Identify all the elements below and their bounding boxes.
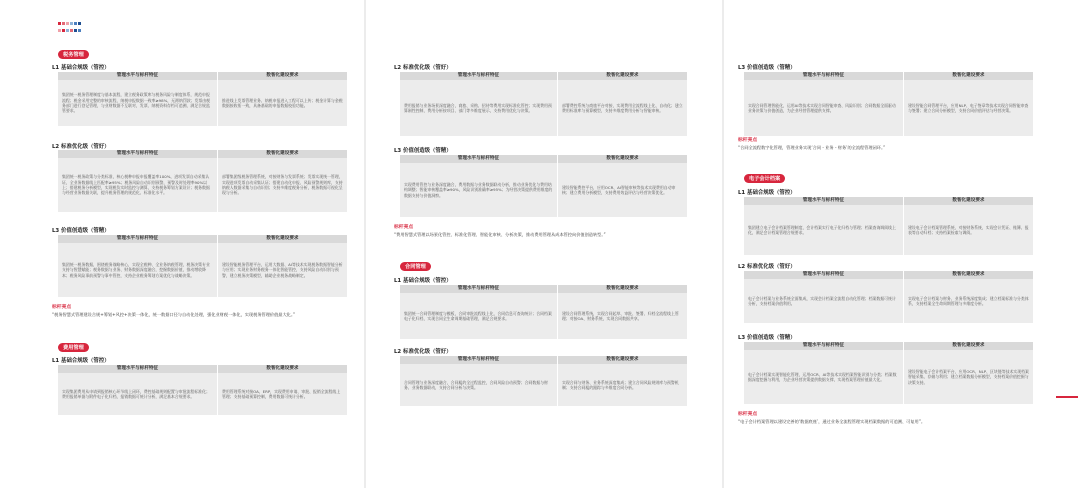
table-cell: 实现集团费用从申请到报销核心环节线上闭环，费控基础规则配置与审批流程标准化；费用报销单据与附件电子化归档，报销数据可统计分析，满足基本合规要求。: [58, 373, 218, 415]
level-title: L1 基础合规级（管控）: [738, 190, 796, 196]
level-title: L1 基础合规级（管控）: [394, 278, 452, 284]
section-badge-contract: 合同管理: [400, 262, 431, 271]
table-contract-l3: [744, 72, 1034, 136]
table-contract-l2: [400, 356, 688, 406]
table-cell: 部署费控系统与商旅平台对接，实现费用全流程线上化、自动化；建立费用标准库与预算模型，支持多维度费用分析与智能审核。: [558, 80, 688, 136]
table-header: 管理水平与标杆特征: [744, 271, 904, 279]
table-cell: 集团建立电子会计档案管理制度，会计档案实行电子化归档与管理；档案查询调阅线上化，满足会计档案管理合规要求。: [744, 205, 904, 255]
table-cell: 费用管理系统对接OA、ERP，实现费用申请、审批、报销全流程线上管理；支持基础预算控制，费用数据可统计分析。: [218, 373, 348, 415]
table-cell: 建设智能合同管理平台，应用NLP、电子签章等技术实现合同智能审查与签署；建立合同分析模型，支持合同价值评估与经营决策。: [904, 80, 1034, 136]
table-header: 数智化建设要求: [904, 342, 1034, 350]
table-cell: 部署集团级税务管理系统，对接财务与发票系统；发票实现统一管理，实现进项发票自动采集认证；搭建自动化申报、风险预警规则库，支持纳税人数据采集与自动识别；支持多维度税务分析，税务数据可视化呈现与分析。: [218, 158, 348, 212]
table-header: 管理水平与标杆特征: [58, 365, 218, 373]
table-header: 数智化建设要求: [558, 356, 688, 364]
level-title: L3 价值创造级（管精）: [52, 228, 110, 234]
section-badge-expense: 费用管理: [58, 343, 89, 352]
table-archive-l2: [744, 271, 1034, 323]
level-title: L3 价值创造级（管精）: [738, 65, 796, 71]
level-title: L1 基础合规级（管控）: [52, 65, 110, 71]
highlight-text: “合同全流程数字化管理，管理业务实现‘合同 - 业务 - 财务’的全流程管理闭环。”: [738, 145, 886, 150]
table-cell: 集团统一税务管理制度与基本流程，建立税务政策库与税务风险与制度体系，规范申报流程；税金采用完整的审核流程，纳税申报数据一致率≥98%，无滞纳罚款；发票由税务部门进行登记管理，与业财数据不互联对，发票、纳税资料存档可追溯，满足合规监管要求。: [58, 80, 218, 126]
table-cell: 集团统一税务政策与分类标准，核心税种申报申报覆盖率100%，进项发票自动采集认证，全业务数据线上匹配率≥95%；税务风险自动识别预警，预警及时处理率90%以上；搭建税务分析模型，实现税负实时监控与测算，支持税务筹划方案设计；税务数据与经营业务数据关联，提升税务管理的规范化、标准化水平。: [58, 158, 218, 212]
table-cell: 推进线上发票管理业务、纳税申报进入工程可以上传；税金计算与金税数据接收衔一致，具备基础的申报数据校验功能。: [218, 80, 348, 126]
table-header: 管理水平与标杆特征: [400, 155, 558, 163]
level-title: L3 价值创造级（管精）: [738, 335, 796, 341]
table-header: 数智化建设要求: [218, 365, 348, 373]
table-header: 数智化建设要求: [558, 285, 688, 293]
table-header: 数智化建设要求: [558, 72, 688, 80]
table-header: 数智化建设要求: [218, 72, 348, 80]
table-tax-l2: [58, 150, 348, 212]
table-header: 数智化建设要求: [904, 271, 1034, 279]
highlight-text: “税务智慧式管理建设合规+筹划+风控+决策一体化，统一数据口径与自动化处理，强化业财税一体化，实现税务管理价值最大化。”: [52, 312, 296, 317]
table-header: 管理水平与标杆特征: [400, 72, 558, 80]
table-tax-l3: [58, 235, 348, 297]
highlight-text: “费用智慧式管理以场景化管控、标准化管理、智能化审核、分析决策，推动费用管理从成本管控向价值创造转型。”: [394, 232, 606, 237]
table-contract-l1: [400, 285, 688, 339]
table-header: 数智化建设要求: [218, 235, 348, 243]
table-tax-l1: [58, 72, 348, 126]
scroll-indicator[interactable]: [1056, 396, 1078, 398]
table-header: 管理水平与标杆特征: [744, 342, 904, 350]
highlight-title: 标杆亮点: [738, 412, 758, 417]
page-middle: [366, 0, 722, 488]
table-header: 管理水平与标杆特征: [400, 285, 558, 293]
section-badge-tax: 税务管理: [58, 50, 89, 59]
table-cell: 集团统一税务数据，围绕税务战略核心，实现全税种、全业务纳税管理，税务决策专业支持与智慧赋能；税务数据与业务、财务数据深度融合，挖掘数据价值，推动增收降本；税务风险事前预警与事中管控，支持企业税务筹划方案优化与战略决策。: [58, 243, 218, 297]
table-header: 管理水平与标杆特征: [400, 356, 558, 364]
table-cell: 建设智能费控平台，应用OCR、AI智能审核等技术实现费用自动审核；建立费用分析模型，支持费用效益评估与经营决策优化。: [558, 163, 688, 217]
section-badge-archive: 电子会计档案: [744, 174, 785, 183]
table-archive-l1: [744, 197, 1034, 255]
level-title: L2 标准优化级（管好）: [394, 349, 452, 355]
table-cell: 集团统一合同管理制度与模板，合同审批流程线上化，合同信息可查询统计；合同档案电子化归档，实现合同全生命周期基础管理，满足合规要求。: [400, 293, 558, 339]
table-header: 数智化建设要求: [218, 150, 348, 158]
table-header: 管理水平与标杆特征: [58, 235, 218, 243]
table-cell: 实现合同管理智能化，运用AI等技术实现合同智能审查、风险识别；合同数据全面驱动业务决策与价值创造，为企业经营管理提供支撑。: [744, 80, 904, 136]
table-cell: 实现合同与财务、业务系统深度集成；建立合同风险规则库与预警机制；支持合同履约跟踪与多维度合同分析。: [558, 364, 688, 406]
table-header: 管理水平与标杆特征: [58, 72, 218, 80]
table-expense-l2: [400, 72, 688, 136]
level-title: L3 价值创造级（管精）: [394, 148, 452, 154]
level-title: L2 标准优化级（管好）: [394, 65, 452, 71]
table-header: 数智化建设要求: [904, 72, 1034, 80]
table-cell: 实现费用管控与业务深度融合，费用数据与业务数据联动分析，推动业务优化与费用结构调整；智能审核覆盖率≥90%，风险识别准确率≥95%；为经营决策提供费用维度的数据支持与价值洞察。: [400, 163, 558, 217]
table-cell: 建设合同管理系统，实现合同起草、审批、签署、归档全流程线上管理；对接OA、财务系统，实现合同数据共享。: [558, 293, 688, 339]
page-right: [724, 0, 1080, 488]
table-cell: 建设智能电子会计档案平台，应用OCR、NLP、区块链等技术实现档案智能采集、存储与利用；建立档案数据分析模型，支持档案价值挖掘与决策支持。: [904, 350, 1034, 404]
logo-icon: [58, 22, 82, 34]
level-title: L2 标准优化级（管好）: [738, 264, 796, 270]
table-header: 数智化建设要求: [904, 197, 1034, 205]
table-header: 管理水平与标杆特征: [58, 150, 218, 158]
table-cell: 电子会计档案与业务系统全面集成，实现会计档案全流程自动化管理；档案数据可统计分析，支持档案价值利用。: [744, 279, 904, 323]
table-cell: 合同管理与业务深度融合，合同履约全过程监控，合同风险自动预警；合同数据与财务、业务数据联动，支持合同分析与决策。: [400, 364, 558, 406]
table-cell: 建设智能税务管理平台，运用大数据、AI等技术实现税务数据智能分析与应用；实现业务财务税务一体化智能管控，支持风险自动识别与预警，建立税务决策模型，辅助企业税务战略制定。: [218, 243, 348, 297]
page-left: [0, 0, 364, 488]
table-header: 管理水平与标杆特征: [744, 72, 904, 80]
table-expense-l3: [400, 155, 688, 217]
level-title: L2 标准优化级（管好）: [52, 144, 110, 150]
table-archive-l3: [744, 342, 1034, 404]
highlight-title: 标杆亮点: [52, 305, 72, 310]
table-header: 管理水平与标杆特征: [744, 197, 904, 205]
highlight-title: 标杆亮点: [738, 138, 758, 143]
highlight-title: 标杆亮点: [394, 225, 414, 230]
table-cell: 建设电子会计档案管理系统，对接财务系统，实现会计凭证、账簿、报表等自动归档；支持档案检索与调阅。: [904, 205, 1034, 255]
highlight-text: “电子会计档案管理以建设完善的‘数据底座’，通过业务全流程管理实现档案数据的可追溯、可复用”。: [738, 419, 926, 424]
table-cell: 电子会计档案实现智能化管理，运用OCR、AI等技术实现档案智能识别与分类；档案数据深度挖掘与利用，为企业经营决策提供数据支撑，实现档案管理价值最大化。: [744, 350, 904, 404]
table-cell: 费用报销与业务场景深度融合，商旅、采购、招待等费用实现标准化管控；实现费用预算刚性控制，费用分析按项目、部门等多维度展示，支持费用优化与决策。: [400, 80, 558, 136]
level-title: L1 基础合规级（管控）: [52, 358, 110, 364]
table-header: 数智化建设要求: [558, 155, 688, 163]
table-expense-l1: [58, 365, 348, 415]
table-cell: 实现电子会计档案与财务、业务系统深度集成；建立档案标准与分类体系，支持档案全生命周期管理与多维度分析。: [904, 279, 1034, 323]
